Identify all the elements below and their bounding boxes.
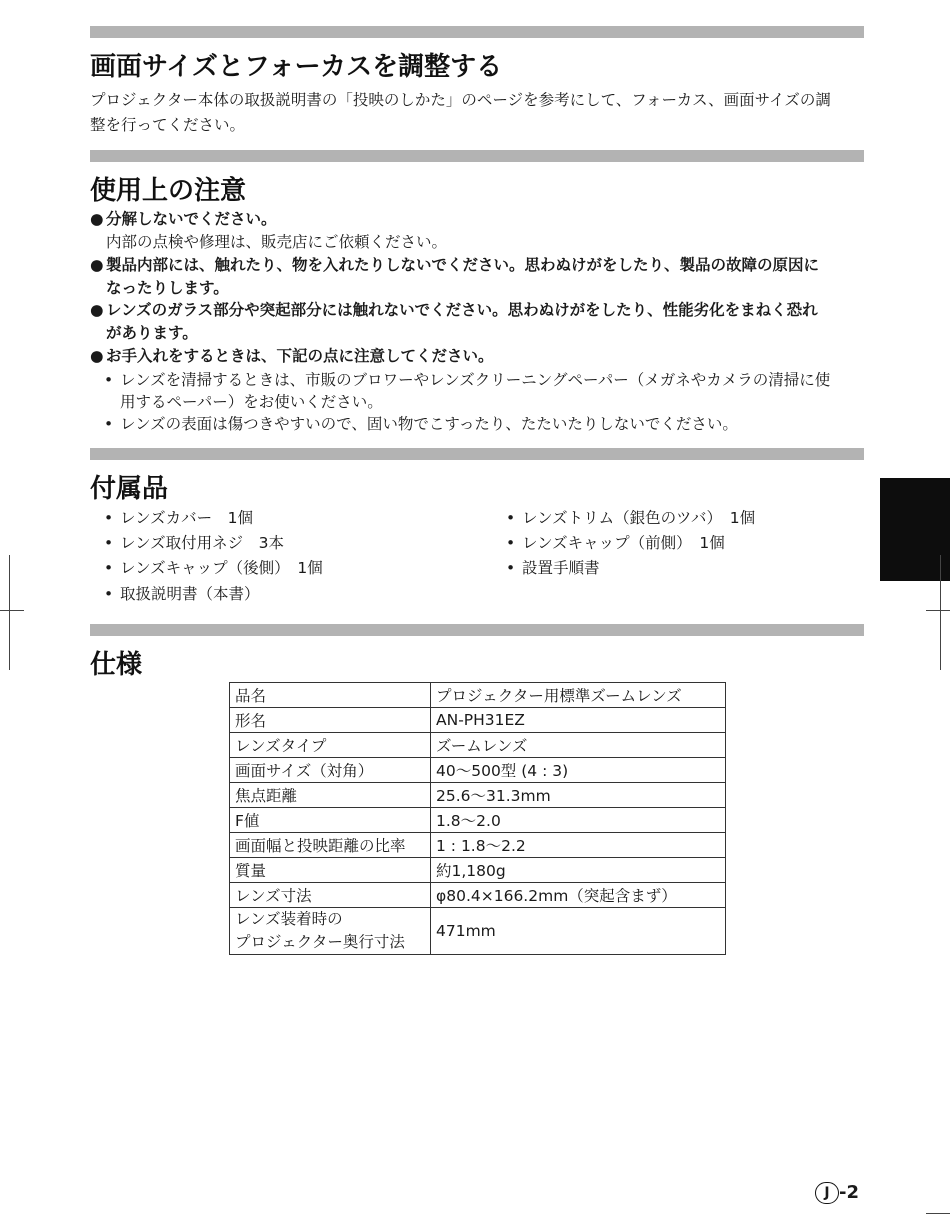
caution-item-2-line-2: なったりします。 — [106, 279, 229, 297]
spec-key-line-2: プロジェクター奥行寸法 — [235, 933, 405, 951]
spec-value: 約1,180g — [431, 858, 726, 883]
page-number — [815, 1182, 859, 1204]
crop-mark — [0, 610, 24, 611]
caution-bullet: ● — [90, 301, 104, 319]
spec-value: 25.6〜31.3mm — [431, 783, 726, 808]
section-divider — [90, 150, 864, 162]
sub-bullet: • — [104, 415, 114, 433]
sub-item-1-line-1: レンズを清掃するときは、市販のブロワーやレンズクリーニングペーパー（メガネやカメラの清掃に使 — [120, 371, 831, 389]
spec-key: レンズ寸法 — [230, 883, 431, 908]
spec-table — [229, 682, 726, 955]
spec-key: 品名 — [230, 683, 431, 708]
spec-key: 質量 — [230, 858, 431, 883]
accessory-item: レンズキャップ（前側） 1個 — [522, 534, 725, 552]
page-circle-letter: J — [815, 1182, 839, 1204]
table-row — [230, 733, 726, 758]
crop-mark — [926, 1213, 950, 1214]
accessory-bullet: • — [104, 509, 114, 527]
accessory-item: レンズ取付用ネジ 3本 — [120, 534, 285, 552]
accessory-bullet: • — [506, 534, 516, 552]
spec-key: 画面サイズ（対角） — [230, 758, 431, 783]
spec-value: 1 : 1.8〜2.2 — [431, 833, 726, 858]
section-title-caution: 使用上の注意 — [90, 176, 247, 206]
caution-item-1: 分解しないでください。 — [106, 210, 277, 228]
crop-mark — [940, 555, 941, 670]
accessory-bullet: • — [104, 585, 114, 603]
sub-bullet: • — [104, 371, 114, 389]
accessory-item: レンズキャップ（後側） 1個 — [120, 559, 323, 577]
caution-item-3-line-2: があります。 — [106, 324, 198, 342]
spec-key-line-1: レンズ装着時の — [235, 910, 343, 928]
accessory-bullet: • — [506, 559, 516, 577]
accessory-item: 取扱説明書（本書） — [120, 585, 260, 603]
page-number-text: -2 — [839, 1182, 859, 1203]
spec-key: レンズタイプ — [230, 733, 431, 758]
spec-key: F値 — [230, 808, 431, 833]
caution-item-2-line-1: 製品内部には、触れたり、物を入れたりしないでください。思わぬけがをしたり、製品の故障の原因に — [106, 256, 820, 274]
spec-key: 焦点距離 — [230, 783, 431, 808]
accessory-bullet: • — [506, 509, 516, 527]
spec-value: φ80.4×166.2mm（突起含まず） — [431, 883, 726, 908]
accessory-item: 設置手順書 — [522, 559, 600, 577]
caution-item-1-sub: 内部の点検や修理は、販売店にご依頼ください。 — [106, 233, 448, 251]
sub-item-1-line-2: 用するペーパー）をお使いください。 — [120, 393, 383, 411]
table-row — [230, 683, 726, 708]
section-title-accessories: 付属品 — [90, 474, 169, 504]
table-row — [230, 883, 726, 908]
focus-text-line-2: 整を行ってください。 — [90, 116, 246, 134]
caution-item-4: お手入れをするときは、下記の点に注意してください。 — [106, 347, 494, 365]
caution-bullet: ● — [90, 347, 104, 365]
focus-text-line-1: プロジェクター本体の取扱説明書の「投映のしかた」のページを参考にして、フォーカス、画面サイズの調 — [90, 91, 831, 109]
accessory-item: レンズトリム（銀色のツバ） 1個 — [522, 509, 756, 527]
spec-value: 40〜500型 (4 : 3) — [431, 758, 726, 783]
caution-bullet: ● — [90, 210, 104, 228]
crop-mark — [926, 610, 950, 611]
table-row — [230, 783, 726, 808]
caution-bullet: ● — [90, 256, 104, 274]
spec-value: ズームレンズ — [431, 733, 726, 758]
sub-item-2: レンズの表面は傷つきやすいので、固い物でこすったり、たたいたりしないでください。 — [120, 415, 738, 433]
table-row — [230, 708, 726, 733]
section-divider — [90, 26, 864, 38]
accessory-bullet: • — [104, 559, 114, 577]
table-row — [230, 833, 726, 858]
accessory-item: レンズカバー 1個 — [120, 509, 254, 527]
table-row — [230, 758, 726, 783]
caution-item-3-line-1: レンズのガラス部分や突起部分には触れないでください。思わぬけがをしたり、性能劣化をまねく恐れ — [106, 301, 818, 319]
section-title-spec: 仕様 — [90, 650, 143, 680]
table-row — [230, 908, 726, 955]
section-divider — [90, 624, 864, 636]
spec-key: 画面幅と投映距離の比率 — [230, 833, 431, 858]
spec-value: 471mm — [431, 908, 726, 955]
crop-mark — [9, 555, 10, 670]
spec-key — [230, 908, 431, 955]
spec-value: プロジェクター用標準ズームレンズ — [431, 683, 726, 708]
section-divider — [90, 448, 864, 460]
spec-value: 1.8〜2.0 — [431, 808, 726, 833]
table-row — [230, 858, 726, 883]
accessory-bullet: • — [104, 534, 114, 552]
spec-value: AN-PH31EZ — [431, 708, 726, 733]
table-row — [230, 808, 726, 833]
spec-key: 形名 — [230, 708, 431, 733]
section-title-focus: 画面サイズとフォーカスを調整する — [90, 52, 503, 82]
